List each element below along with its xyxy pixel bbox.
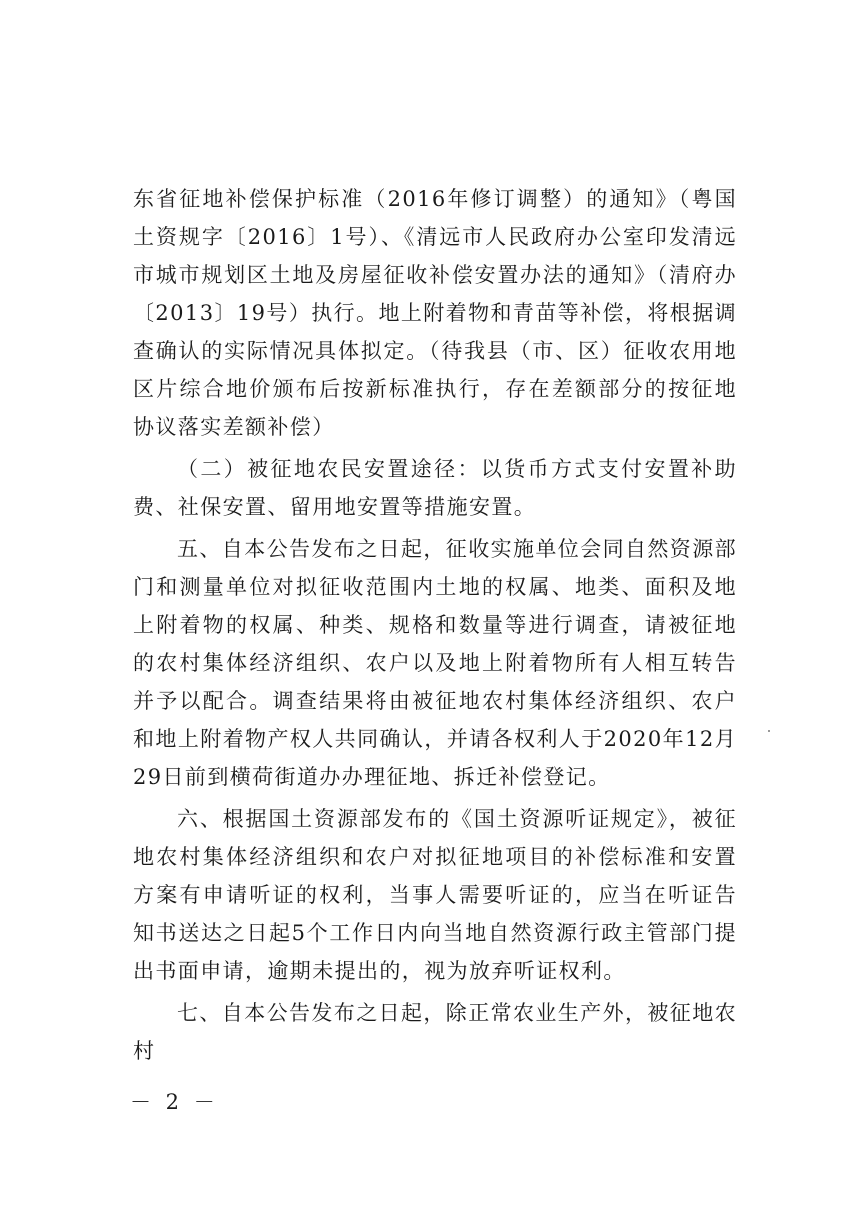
paragraph-resettlement: （二）被征地农民安置途径：以货币方式支付安置补助费、社保安置、留用地安置等措施安置。 bbox=[133, 457, 737, 519]
paragraph-section-5: 五、自本公告发布之日起，征收实施单位会同自然资源部门和测量单位对拟征收范围内土地的权属、地类、面积及地上附着物的权属、种类、规格和数量等进行调查，请被征地的农村集体经济组织、农户以及地上附着物所有人相互转告并予以配合。调查结果将由被征地农村集体经济组织、农户和地上附着物产权人共同确认，并请各权利人于2020年12月29日前到横荷街道办办理征地、拆迁补偿登记。 bbox=[133, 537, 737, 789]
paragraph-continuation: 东省征地补偿保护标准（2016年修订调整）的通知》（粤国土资规字〔2016〕1号）、《清远市人民政府办公室印发清远市城市规划区土地及房屋征收补偿安置办法的通知》（清府办〔2013〕19号）执行。地上附着物和青苗等补偿，将根据调查确认的实际情况具体拟定。（待我县（市、区）征收农用地区片综合地价颁布后按新标准执行，存在差额部分的按征地协议落实差额补偿） bbox=[133, 187, 737, 439]
page-number: － 2 － bbox=[130, 1090, 219, 1114]
paragraph-section-7: 七、自本公告发布之日起，除正常农业生产外，被征地农村 bbox=[133, 1001, 737, 1063]
paragraph-section-6: 六、根据国土资源部发布的《国土资源听证规定》，被征地农村集体经济组织和农户对拟征地项目的补偿标准和安置方案有申请听证的权利，当事人需要听证的，应当在听证告知书送达之日起5个工作日内向当地自然资源行政主管部门提出书面申请，逾期未提出的，视为放弃听证权利。 bbox=[133, 807, 737, 983]
scan-speck bbox=[768, 730, 770, 732]
document-body bbox=[133, 180, 737, 1070]
